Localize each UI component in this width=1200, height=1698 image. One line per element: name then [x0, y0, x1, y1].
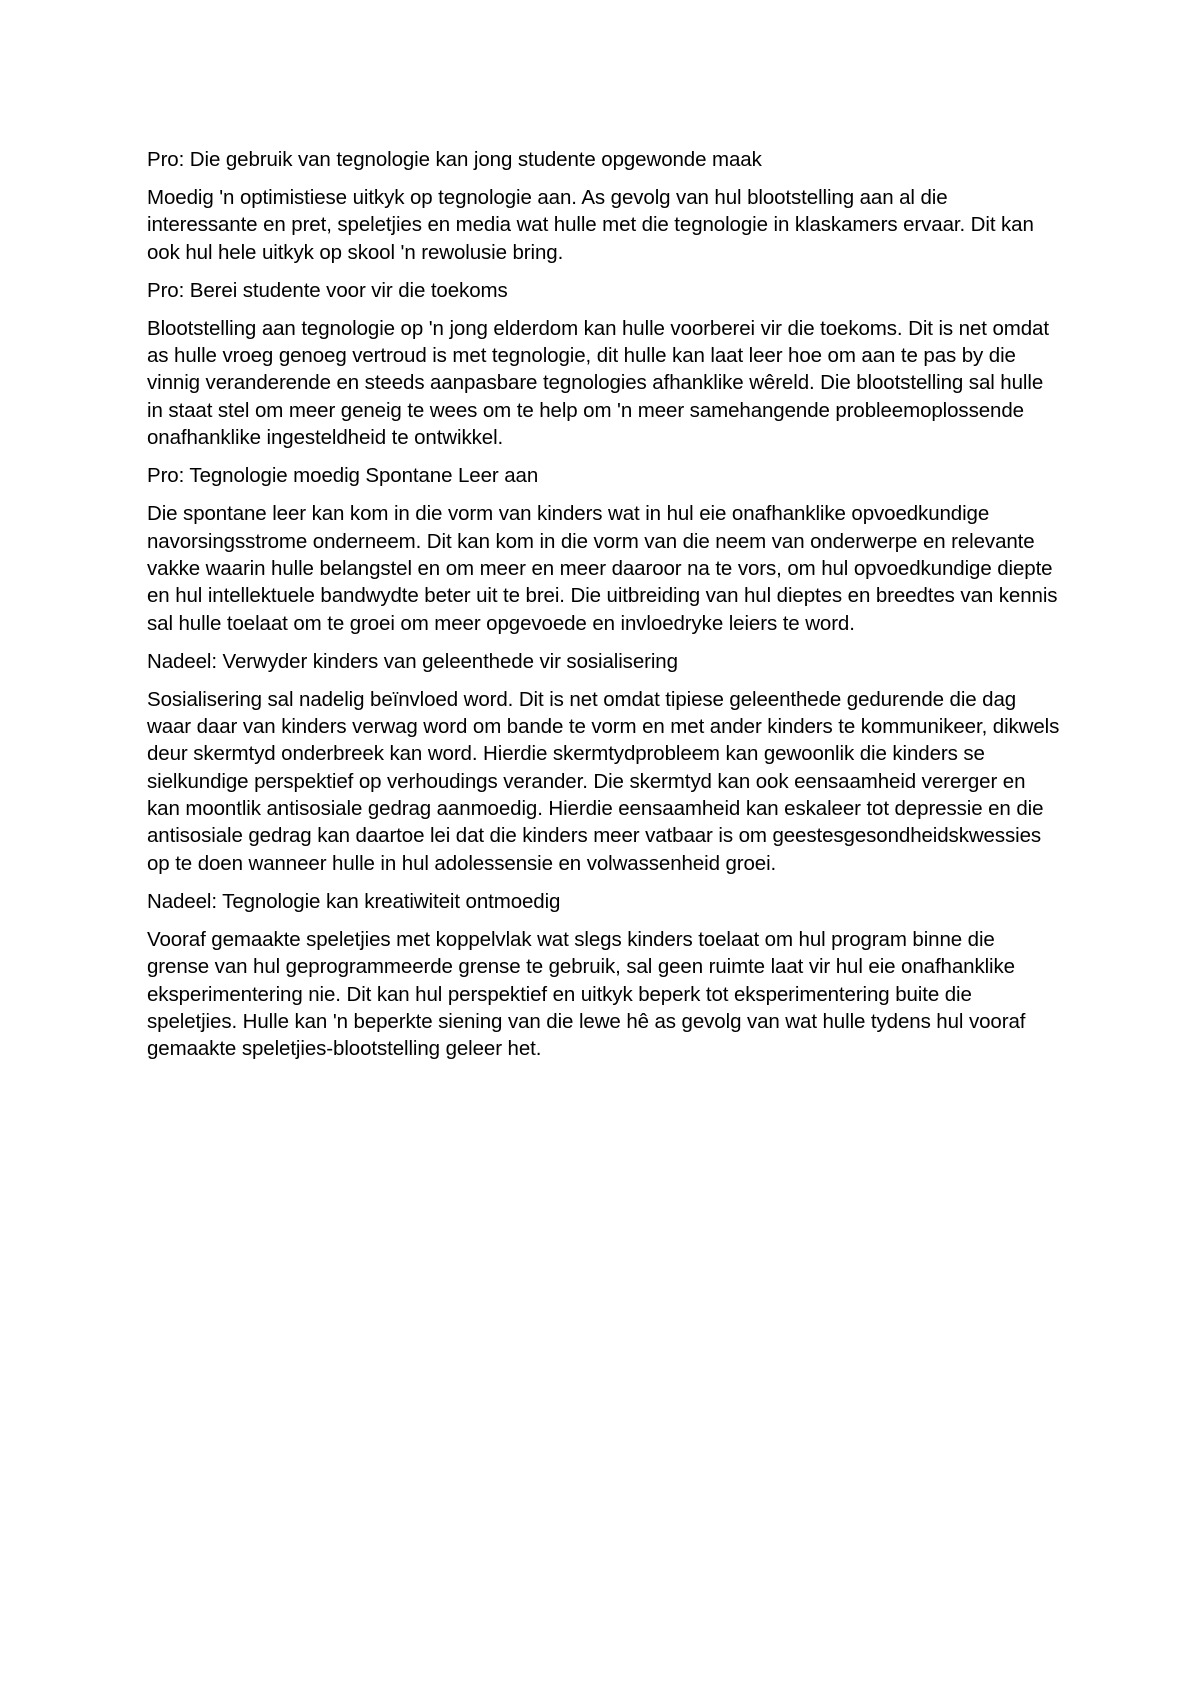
- section-spontaneous-learning: [147, 462, 1062, 636]
- section-heading: Pro: Die gebruik van tegnologie kan jong studente opgewonde maak: [147, 148, 762, 171]
- section-paragraph: Blootstelling aan tegnologie op 'n jong elderdom kan hulle voorberei vir die toekoms. Dit is net omdat as hulle vroeg genoeg vertroud is met tegnologie, dit hulle kan laat leer hoe om aan te pas by die vinnig veranderende en steeds aanpasbare tegnologies afhanklike wêreld. Die blootstelling sal hulle in staat stel om meer geneig te wees om te help om 'n meer samehangende probleemoplossende onafhanklike ingesteldheid te ontwikkel.: [147, 316, 1049, 450]
- section-paragraph: Moedig 'n optimistiese uitkyk op tegnologie aan. As gevolg van hul blootstelling aan al die interessante en pret, speletjies en media wat hulle met die tegnologie in klaskamers ervaar. Dit kan ook hul hele uitkyk op skool 'n rewolusie bring.: [147, 186, 1034, 264]
- section-socialisation: [147, 648, 1062, 877]
- section-heading: Nadeel: Tegnologie kan kreatiwiteit ontmoedig: [147, 889, 561, 913]
- section-creativity: [147, 888, 1062, 1062]
- section-heading: Nadeel: Verwyder kinders van geleenthede vir sosialisering: [147, 649, 678, 673]
- section-paragraph: Vooraf gemaakte speletjies met koppelvlak wat slegs kinders toelaat om hul program binne die grense van hul geprogrammeerde grense te gebruik, sal geen ruimte laat vir hul eie onafhanklike eksperimentering nie. Dit kan hul perspektief en uitkyk beperk tot eksperimentering buite die speletjies. Hulle kan 'n beperkte siening van die lewe hê as gevolg van wat hulle tydens hul vooraf gemaakte speletjies-blootstelling geleer het.: [147, 927, 1026, 1061]
- section-excitement: [147, 146, 1062, 266]
- section-future: [147, 277, 1062, 451]
- section-heading: Pro: Berei studente voor vir die toekoms: [147, 278, 508, 302]
- document-body: [147, 146, 1062, 1073]
- section-paragraph: Sosialisering sal nadelig beïnvloed word. Dit is net omdat tipiese geleenthede gedurende die dag waar daar van kinders verwag word om bande te vorm en met ander kinders te kommunikeer, dikwels deur skermtyd onderbreek kan word. Hierdie skermtydprobleem kan gewoonlik die kinders se sielkundige perspektief op verhoudings verander. Die skermtyd kan ook eensaamheid vererger en kan moontlik antisosiale gedrag aanmoedig. Hierdie eensaamheid kan eskaleer tot depressie en die antisosiale gedrag kan daartoe lei dat die kinders meer vatbaar is om geestesgesondheidskwessies op te doen wanneer hulle in hul adolessensie en volwassenheid groei.: [147, 687, 1060, 875]
- section-paragraph: Die spontane leer kan kom in die vorm van kinders wat in hul eie onafhanklike opvoedkundige navorsingsstrome onderneem. Dit kan kom in die vorm van die neem van onderwerpe en relevante vakke waarin hulle belangstel en om meer en meer daaroor na te vors, om hul opvoedkundige diepte en hul intellektuele bandwydte beter uit te brei. Die uitbreiding van hul dieptes en breedtes van kennis sal hulle toelaat om te groei om meer opgevoede en invloedryke leiers te word.: [147, 502, 1058, 635]
- section-heading: Pro: Tegnologie moedig Spontane Leer aan: [147, 464, 539, 488]
